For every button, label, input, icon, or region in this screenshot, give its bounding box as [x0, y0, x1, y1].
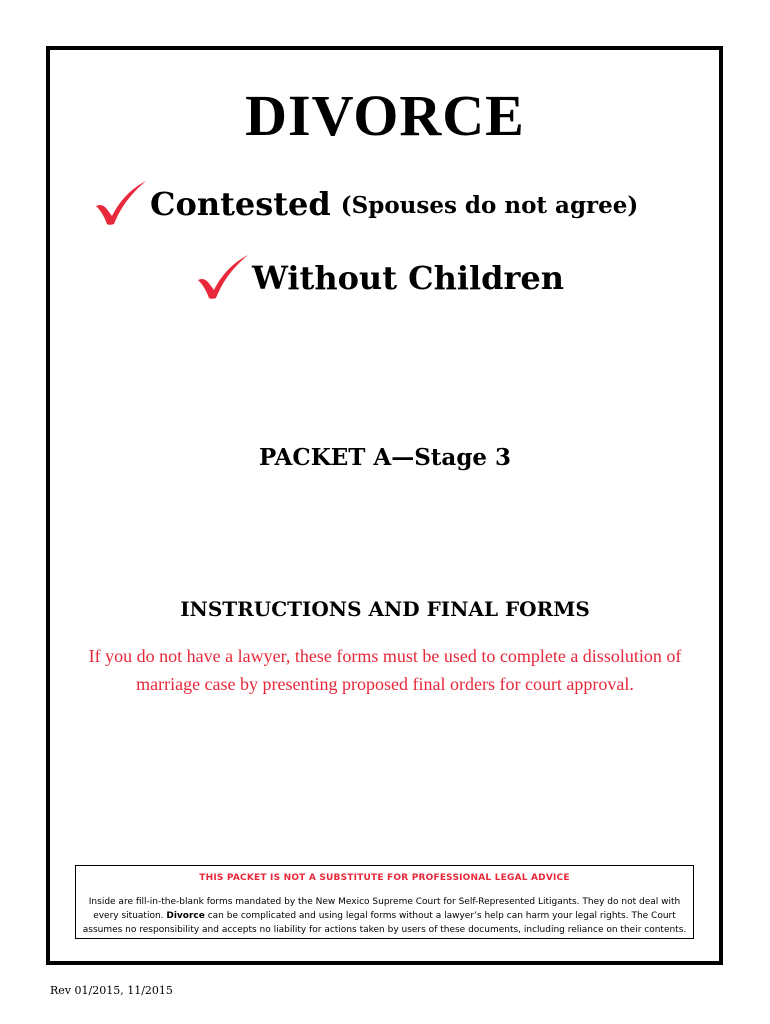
disclaimer-emphasis: Divorce: [166, 911, 205, 921]
disclaimer-segment: can be complicated and using legal forms without a lawyer’s help can harm your legal rights. The Court: [204, 911, 676, 921]
disclaimer-line: Inside are fill-in-the-blank forms mandated by the New Mexico Supreme Court for Self-Represented Litigants. They do not deal with: [88, 897, 681, 907]
checkmark-icon: [196, 254, 250, 300]
disclaimer-text: [82, 895, 687, 937]
intro-line: If you do not have a lawyer, these forms must be used to complete a dissolution of: [88, 646, 682, 666]
option-label: Without Children: [252, 259, 565, 297]
option-contested: [94, 180, 638, 226]
option-label: Contested: [150, 185, 331, 223]
packet-name: PACKET A—Stage 3: [258, 444, 512, 471]
instructions-heading: INSTRUCTIONS AND FINAL FORMS: [180, 597, 590, 621]
option-note: (Spouses do not agree): [340, 192, 639, 219]
checkmark-icon: [94, 180, 148, 226]
disclaimer-line: assumes no responsibility and accepts no liability for actions taken by users of these documents, including reliance on their contents.: [82, 925, 687, 935]
disclaimer-box: [75, 865, 694, 939]
intro-line: marriage case by presenting proposed final orders for court approval.: [136, 674, 634, 694]
option-without-children: [196, 254, 564, 300]
instructions-intro: [80, 642, 690, 698]
disclaimer-segment: every situation.: [93, 911, 167, 921]
page-title: DIVORCE: [245, 83, 525, 148]
revision-date: Rev 01/2015, 11/2015: [50, 984, 173, 997]
disclaimer-line: [82, 909, 687, 923]
disclaimer-title: THIS PACKET IS NOT A SUBSTITUTE FOR PROFESSIONAL LEGAL ADVICE: [199, 873, 570, 883]
